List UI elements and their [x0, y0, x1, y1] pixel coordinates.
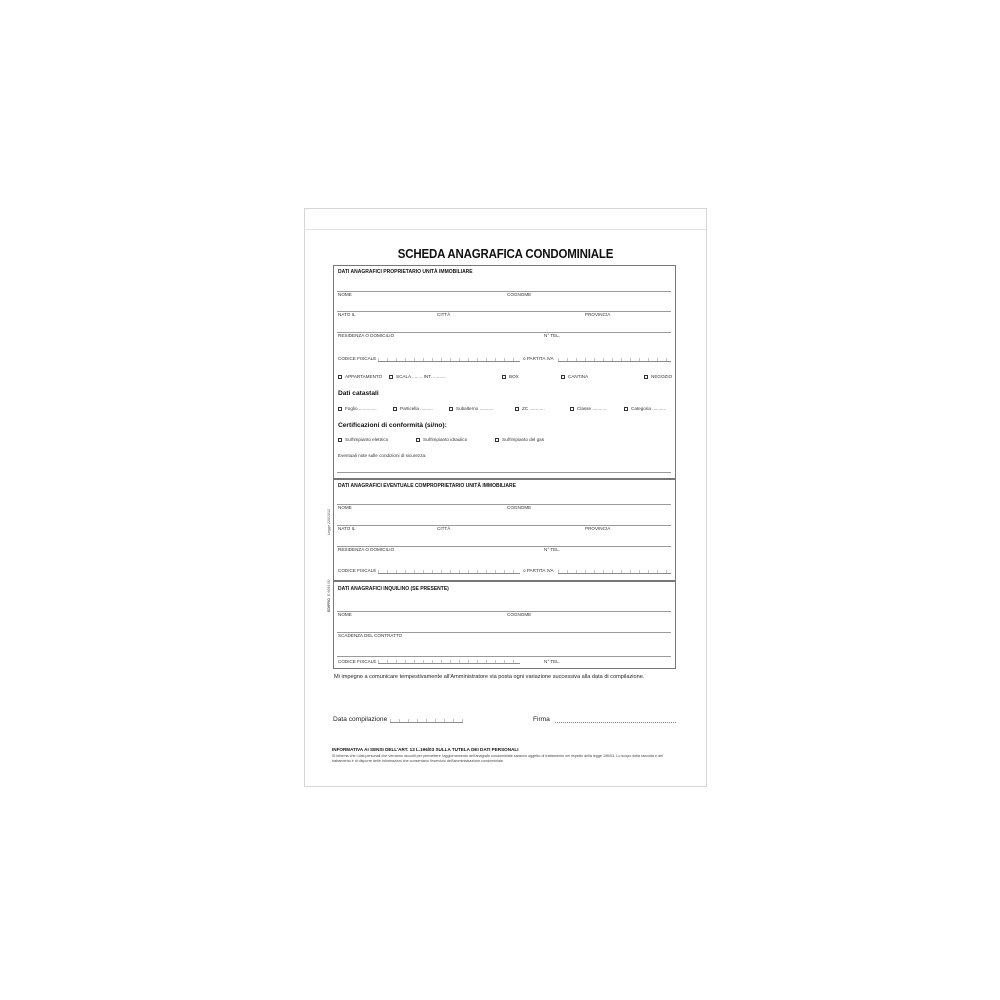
owner-cf-field[interactable] [378, 355, 520, 362]
co-cf-field[interactable] [378, 567, 520, 574]
checkbox-icon[interactable] [561, 375, 565, 379]
opt-classe-label: Classe ........... [577, 406, 607, 411]
owner-nome-label: NOME [338, 292, 352, 297]
tenant-nome-label: NOME [338, 612, 352, 617]
checkbox-icon[interactable] [570, 407, 574, 411]
owner-nato-label: NATO IL [338, 312, 356, 317]
owner-provincia-label: PROVINCIA [585, 312, 611, 317]
opt-idraulico[interactable] [416, 437, 467, 442]
checkbox-icon[interactable] [644, 375, 648, 379]
co-owner-line-1 [337, 504, 671, 505]
checkbox-icon[interactable] [338, 407, 342, 411]
tenant-scadenza-label: SCADENZA DEL CONTRATTO [338, 633, 403, 638]
opt-gas-label: Sull'impianto del gas [502, 437, 544, 442]
co-cognome-label: COGNOME [507, 505, 532, 510]
co-owner-section [333, 479, 676, 581]
opt-zc-label: ZC ............ [522, 406, 545, 411]
co-nome-label: NOME [338, 505, 352, 510]
checkbox-icon[interactable] [389, 375, 393, 379]
opt-scala-label: SCALA ........ INT. .......... [396, 374, 446, 379]
opt-box[interactable] [502, 374, 519, 379]
form-title: SCHEDA ANAGRAFICA CONDOMINIALE [397, 247, 614, 261]
opt-particella[interactable] [393, 406, 433, 411]
owner-heading: DATI ANAGRAFICI PROPRIETARIO UNITÀ IMMOBILIARE [338, 269, 473, 275]
catastali-heading: Dati catastali [338, 390, 379, 397]
opt-gas[interactable] [495, 437, 544, 442]
tenant-tel-label: N° TEL. [544, 659, 561, 664]
co-piva-label: o PARTITA IVA [523, 568, 554, 573]
opt-elettrico[interactable] [338, 437, 388, 442]
perforation-line [305, 229, 706, 230]
opt-foglio-label: Foglio .............. [345, 406, 377, 411]
checkbox-icon[interactable] [338, 438, 342, 442]
note-field[interactable] [337, 472, 671, 473]
co-citta-label: CITTÀ [437, 526, 451, 531]
privacy-heading: INFORMATIVA AI SENSI DELL'ART. 13 L.196/03 SULLA TUTELA DEI DATI PERSONALI [332, 747, 519, 752]
checkbox-icon[interactable] [449, 407, 453, 411]
checkbox-icon[interactable] [393, 407, 397, 411]
owner-piva-field[interactable] [558, 355, 671, 362]
opt-scala[interactable] [389, 374, 446, 379]
co-nome-field[interactable] [337, 525, 671, 526]
co-residenza-label: RESIDENZA O DOMICILIO [338, 547, 395, 552]
checkbox-icon[interactable] [416, 438, 420, 442]
opt-appartamento-label: APPARTAMENTO [345, 374, 383, 379]
tenant-heading: DATI ANAGRAFICI INQUILINO (SE PRESENTE) [338, 586, 449, 592]
opt-box-label: BOX [509, 374, 519, 379]
tenant-line-1 [337, 611, 671, 612]
opt-negozio[interactable] [644, 374, 672, 379]
checkbox-icon[interactable] [495, 438, 499, 442]
co-tel-label: N° TEL. [544, 547, 561, 552]
owner-piva-label: o PARTITA IVA [523, 356, 554, 361]
tenant-cognome-label: COGNOME [507, 612, 532, 617]
commitment-text: Mi impegno a comunicare tempestivamente all'Amministratore via posta ogni variazione successiva alla data di compilazione. [334, 674, 645, 680]
date-field[interactable] [390, 716, 463, 723]
opt-particella-label: Particella .......... [400, 406, 433, 411]
checkbox-icon[interactable] [515, 407, 519, 411]
checkbox-icon[interactable] [338, 375, 342, 379]
tenant-cf-field[interactable] [378, 657, 520, 664]
opt-idraulico-label: Sull'impianto idraulico [423, 437, 468, 442]
opt-subalterno-label: Subalterno ........... [456, 406, 494, 411]
opt-zc[interactable] [515, 406, 545, 411]
co-cf-label: CODICE FISCALE [338, 568, 377, 573]
note-label: Eventuali note sulle condizioni di sicurezza: [338, 453, 427, 458]
owner-tel-label: N° TEL. [544, 333, 561, 338]
owner-nome-field[interactable] [337, 311, 671, 312]
firma-field[interactable] [555, 722, 676, 723]
co-owner-heading: DATI ANAGRAFICI EVENTUALE COMPROPRIETARIO UNITÀ IMMOBILIARE [338, 483, 516, 489]
owner-cf-label: CODICE FISCALE [338, 356, 377, 361]
opt-categoria-label: Categoria ........... [631, 406, 667, 411]
date-label: Data compilazione [333, 716, 388, 723]
side-brand-label: EDIPRO [327, 598, 331, 612]
tenant-cf-label: CODICE FISCALE [338, 659, 377, 664]
opt-cantina[interactable] [561, 374, 588, 379]
firma-label: Firma [533, 716, 550, 723]
checkbox-icon[interactable] [502, 375, 506, 379]
side-code-label: E 6093 00 [327, 579, 331, 596]
opt-cantina-label: CANTINA [568, 374, 589, 379]
opt-appartamento[interactable] [338, 374, 382, 379]
co-piva-field[interactable] [558, 567, 671, 574]
owner-residenza-label: RESIDENZA O DOMICILIO [338, 333, 395, 338]
opt-negozio-label: NEGOZIO [651, 374, 673, 379]
co-provincia-label: PROVINCIA [585, 526, 611, 531]
co-nato-label: NATO IL [338, 526, 356, 531]
opt-subalterno[interactable] [449, 406, 494, 411]
owner-cognome-label: COGNOME [507, 292, 532, 297]
privacy-body: Si informa che i dati personali che verranno raccolti per permettere l'aggiornamento dell'anagrafe condominiale saranno oggetto di trattamento nel rispetto della legge 196/03. Lo scopo della raccolta e del trattamento è di disporre delle informazioni che consentano l'esercizio dell'amministrazione condominiale. [332, 754, 664, 763]
opt-classe[interactable] [570, 406, 606, 411]
owner-section [333, 265, 676, 479]
opt-categoria[interactable] [624, 406, 666, 411]
cert-heading: Certificazioni di conformità (si/no): [338, 422, 447, 429]
owner-line-1 [337, 291, 671, 292]
checkbox-icon[interactable] [624, 407, 628, 411]
opt-elettrico-label: Sull'impianto elettrico [345, 437, 389, 442]
opt-foglio[interactable] [338, 406, 377, 411]
side-legge-label: Legge 220/2012 [327, 509, 331, 535]
owner-citta-label: CITTÀ [437, 312, 451, 317]
